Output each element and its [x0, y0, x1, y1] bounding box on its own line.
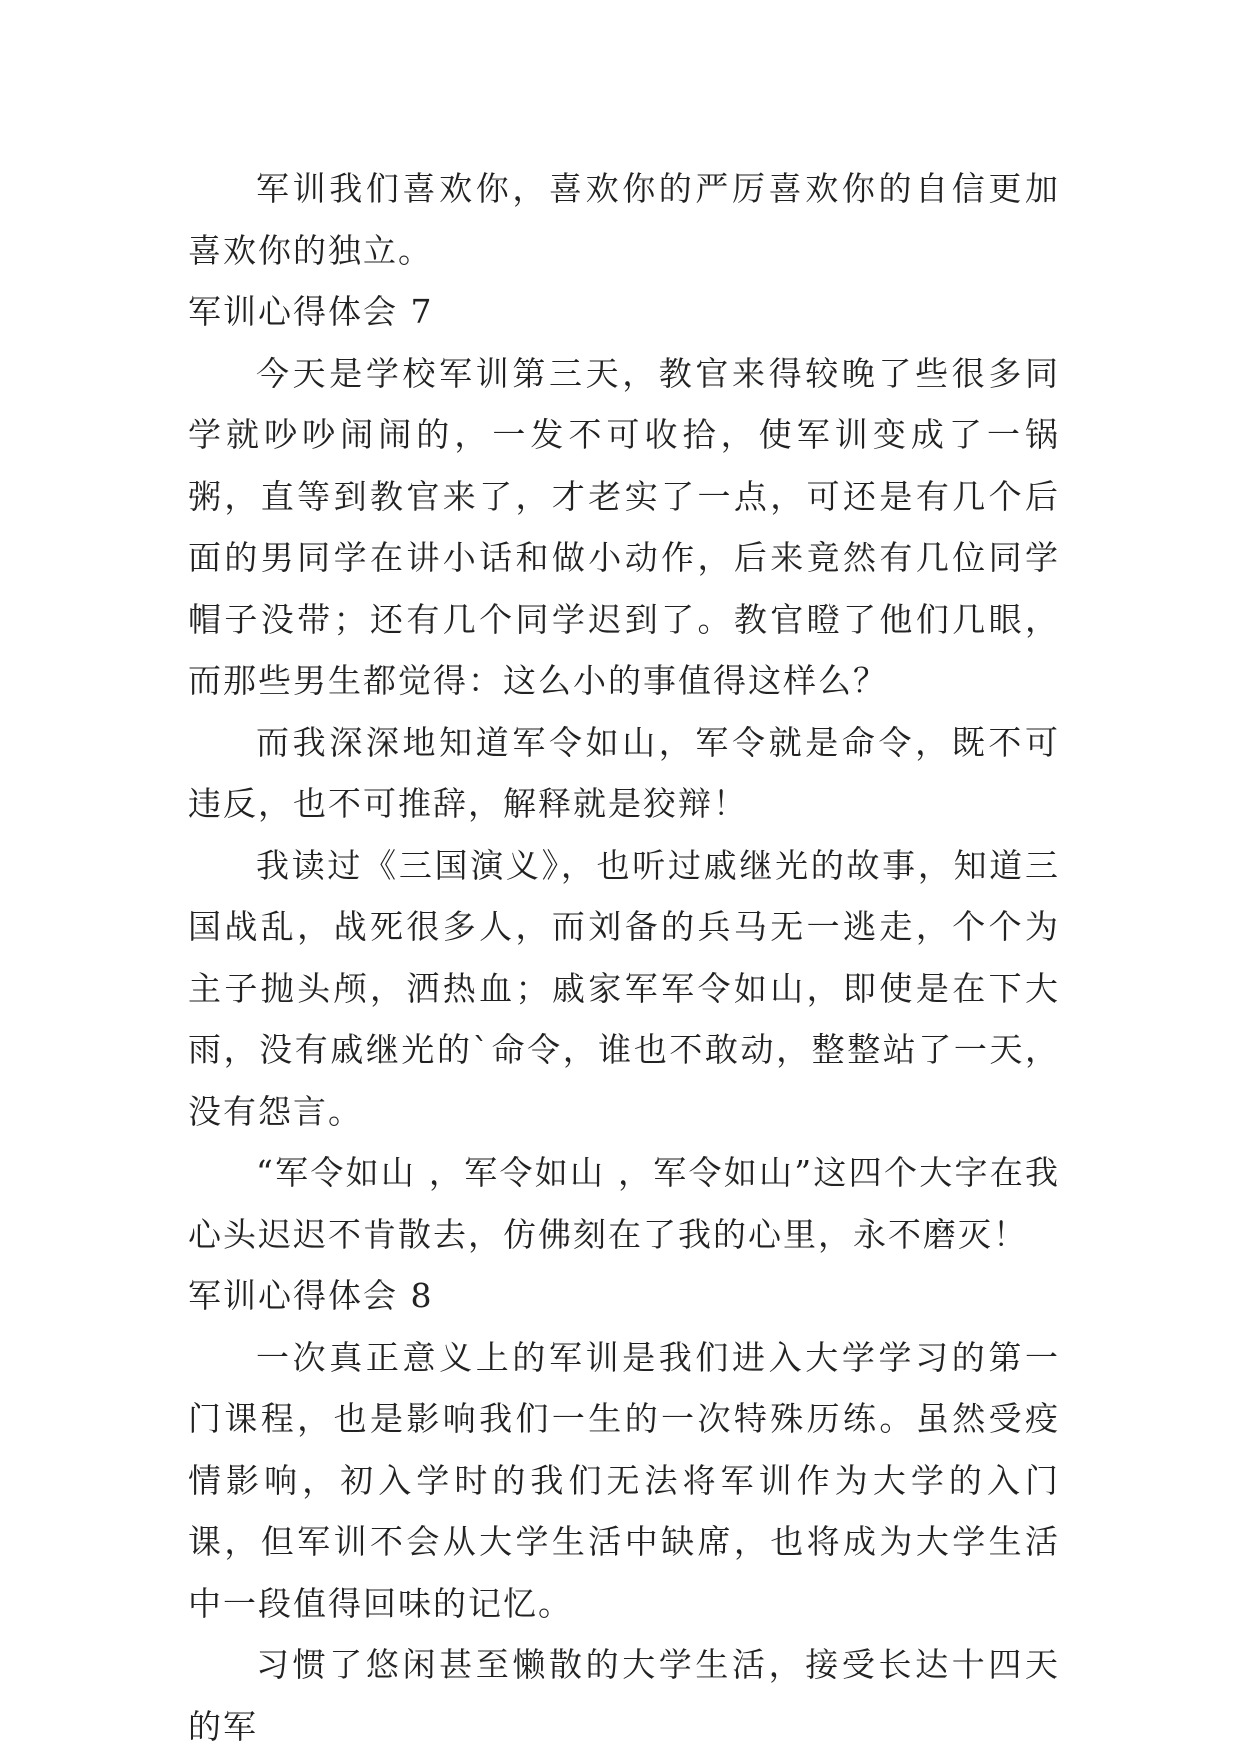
paragraph-6: 一次真正意义上的军训是我们进入大学学习的第一门课程，也是影响我们一生的一次特殊历练。虽然受疫情影响，初入学时的我们无法将军训作为大学的入门课，但军训不会从大学生活中缺席，也将成为大学生活中一段值得回味的记忆。 — [188, 1337, 1060, 1623]
paragraph-1: 军训我们喜欢你，喜欢你的严厉喜欢你的自信更加喜欢你的独立。 — [188, 169, 1060, 270]
paragraph-4: 我读过《三国演义》，也听过戚继光的故事，知道三国战乱，战死很多人，而刘备的兵马无一逃走，个个为主子抛头颅，洒热血；戚家军军令如山，即使是在下大雨，没有戚继光的`命令，谁也不敢动，整整站了一天，没有怨言。 — [188, 845, 1060, 1131]
document-page — [188, 158, 1060, 1757]
paragraph-7: 习惯了悠闲甚至懒散的大学生活，接受长达十四天的军 — [188, 1645, 1060, 1746]
paragraph-3: 而我深深地知道军令如山，军令就是命令，既不可违反，也不可推辞，解释就是狡辩！ — [188, 722, 1060, 823]
section-heading-8: 军训心得体会 8 — [188, 1276, 434, 1315]
paragraph-2: 今天是学校军训第三天，教官来得较晚了些很多同学就吵吵闹闹的，一发不可收拾，使军训变成了一锅粥，直等到教官来了，才老实了一点，可还是有几个后面的男同学在讲小话和做小动作，后来竟然有几位同学帽子没带；还有几个同学迟到了。教官瞪了他们几眼，而那些男生都觉得：这么小的事值得这样么？ — [188, 353, 1060, 700]
section-heading-7: 军训心得体会 7 — [188, 292, 434, 331]
paragraph-5: “军令如山 ，军令如山 ，军令如山”这四个大字在我心头迟迟不肯散去，仿佛刻在了我的心里，永不磨灭！ — [188, 1153, 1060, 1254]
